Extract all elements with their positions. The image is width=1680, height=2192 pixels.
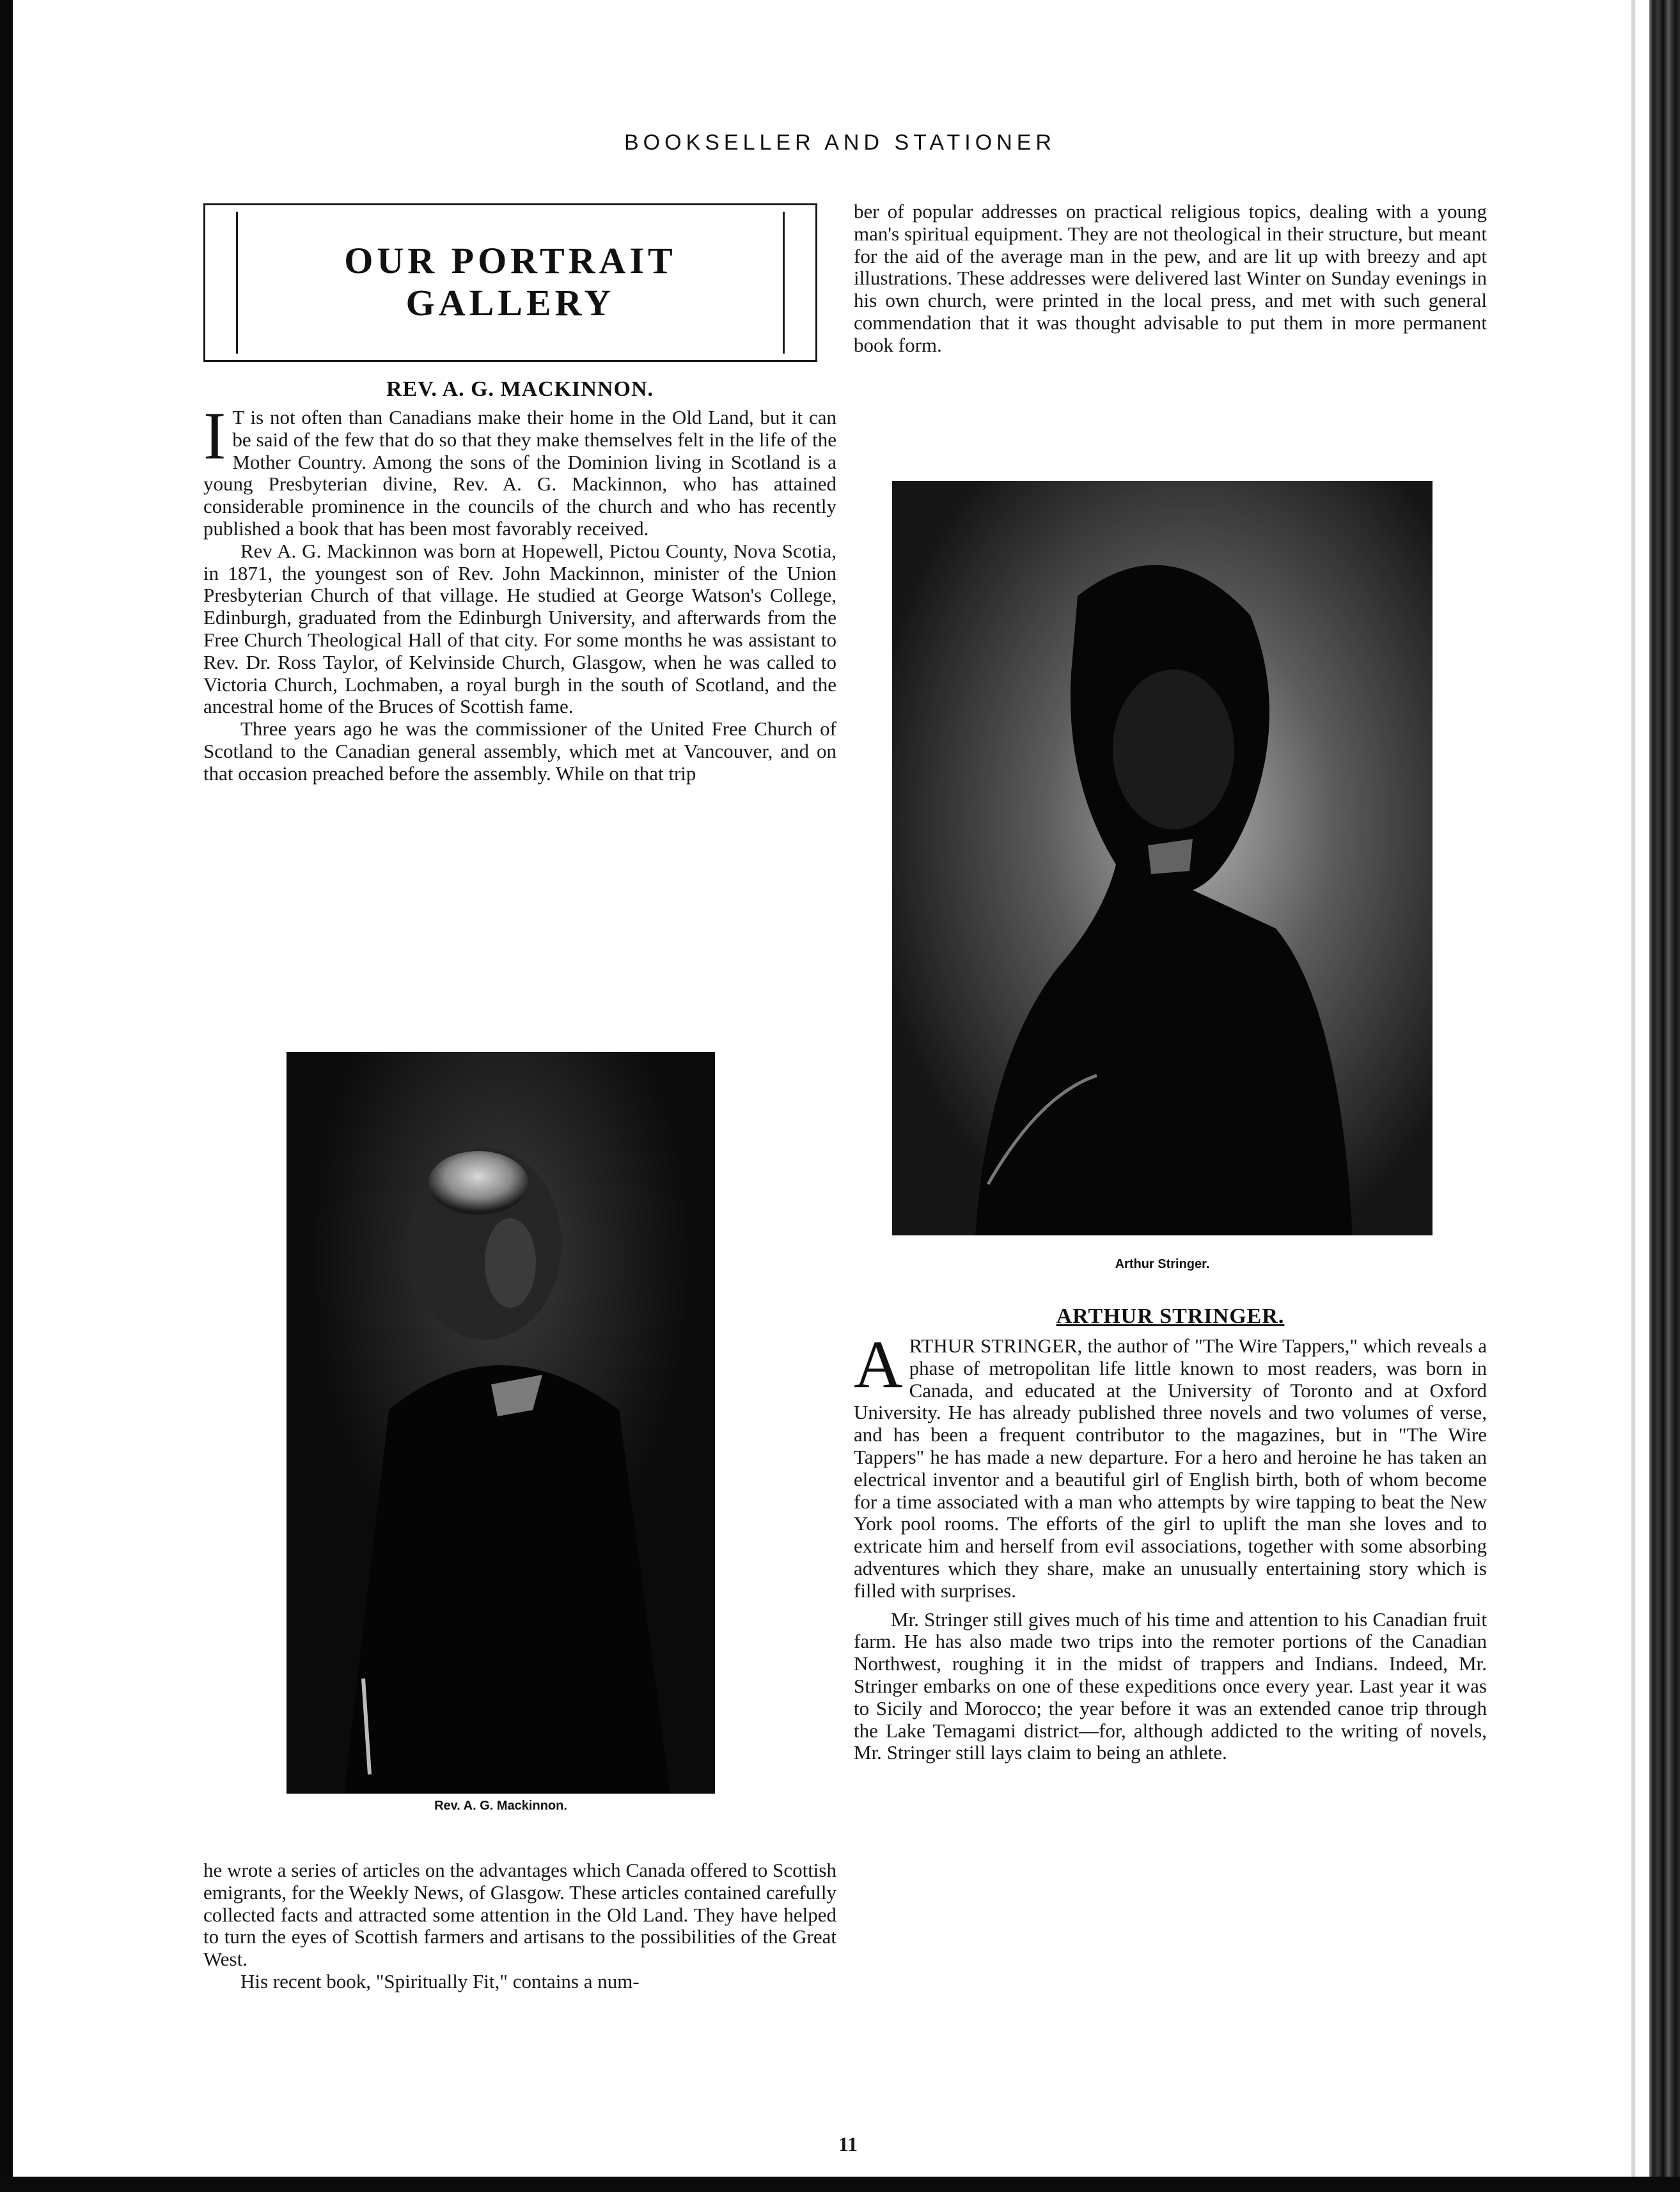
article2-heading: ARTHUR STRINGER. [1056, 1304, 1285, 1328]
article1-body-right [854, 201, 1487, 357]
article1-paragraph-4-continued: ber of popular addresses on practical religious topics, dealing with a young man's spiritual equipment. They are not theological in their structure, but meant for the aid of the average man in the pew, and are lit up with breezy and apt illustrations. These addresses were delivered last Winter on Sunday evenings in his own church, were printed in the local press, and met with such general commendation that it was thought advisable to put them in more permanent book form. [854, 200, 1487, 356]
article1-p1-text: T is not often than Canadians make their home in the Old Land, but it can be said of the few that do so that they make themselves felt in the life of the Mother Country. Among the sons of the Dominion living in Scotland is a young Presbyterian divine, Rev. A. G. Mackinnon, who has attained considerable prominence in the councils of the church and who has recently published a book that has been most favorably received. [203, 406, 836, 540]
gallery-title-line1: OUR PORTRAIT [344, 240, 677, 281]
mackinnon-portrait-image [287, 1052, 715, 1794]
article2 [854, 1304, 1487, 1764]
article2-dropcap: A [854, 1327, 903, 1402]
article1-heading: REV. A. G. MACKINNON. [386, 377, 654, 401]
stringer-caption: Arthur Stringer. [1115, 1257, 1210, 1271]
article1-paragraph-1 [203, 398, 836, 540]
stringer-portrait-image [892, 481, 1433, 1235]
article1-body-top [203, 398, 836, 785]
running-head: BOOKSELLER AND STATIONER [624, 130, 1056, 155]
article2-paragraph-2: Mr. Stringer still gives much of his time and attention to his Canadian fruit farm. He has also made two trips into the remoter portions of the Canadian Northwest, roughing it in the midst of trappers and Indians. Indeed, Mr. Stringer embarks on one of these expeditions once every year. Last year it was to Sicily and Morocco; the year before it was an extended canoe trip through the Lake Temagami district—for, although addicted to the writing of novels, Mr. Stringer still lays claim to being an athlete. [854, 1608, 1487, 1764]
scan-edge-bottom [0, 2177, 1680, 2192]
mackinnon-caption: Rev. A. G. Mackinnon. [434, 1799, 567, 1813]
scan-edge-right-inner [1631, 0, 1635, 2192]
article1-dropcap: I [203, 398, 226, 473]
stringer-photo [892, 481, 1433, 1235]
article2-paragraph-1 [854, 1327, 1487, 1602]
article1-paragraph-3: Three years ago he was the commissioner of the United Free Church of Scotland to the Canadian general assembly, which met at Vancouver, and on that occasion preached before the assembly. While on that trip [203, 717, 836, 785]
portrait-gallery-box [203, 203, 817, 362]
article1-paragraph-4: His recent book, "Spiritually Fit," contains a num- [240, 1969, 640, 1992]
article2-body [854, 1327, 1487, 1764]
article1-bottom [203, 1859, 836, 1993]
mackinnon-photo [287, 1052, 715, 1794]
gallery-title-line2: GALLERY [405, 282, 615, 324]
article1-body-bottom [203, 1859, 836, 1993]
gallery-title [205, 240, 815, 324]
page-number: 11 [838, 2133, 858, 2156]
article1-continuation [854, 201, 1487, 357]
article1-top [203, 377, 836, 785]
scan-edge-right [1649, 0, 1680, 2192]
scan-edge-left [0, 0, 13, 2192]
article2-p1-text: RTHUR STRINGER, the author of "The Wire Tappers," which reveals a phase of metropolitan life little known to most readers, was born in Canada, and educated at the University of Toronto and at Oxford University. He has already published three novels and two volumes of verse, and has been a frequent contributor to the magazines, but in "The Wire Tappers" he has made a new departure. For a hero and heroine he has taken an electrical inventor and a beautiful girl of English birth, both of whom become for a time associated with a man who attempts by wire tapping to beat the New York pool rooms. The efforts of the girl to uplift the man she loves and to extricate him and herself from evil associations, together with some absorbing adventures which they share, make an unusually entertaining story which is filled with surprises. [854, 1335, 1487, 1602]
article1-paragraph-3-continued: he wrote a series of articles on the advantages which Canada offered to Scottish emigrants, for the Weekly News, of Glasgow. These articles contained carefully collected facts and attracted some attention in the Old Land. They have helped to turn the eyes of Scottish farmers and artisans to the possibilities of the Great West. [203, 1859, 836, 1971]
article1-paragraph-2: Rev A. G. Mackinnon was born at Hopewell, Pictou County, Nova Scotia, in 1871, the youngest son of Rev. John Mackinnon, minister of the Union Presbyterian Church of that village. He studied at George Watson's College, Edinburgh, graduated from the Edinburgh University, and afterwards from the Free Church Theological Hall of that city. For some months he was assistant to Rev. Dr. Ross Taylor, of Kelvinside Church, Glasgow, when he was called to Victoria Church, Lochmaben, a royal burgh in the south of Scotland, and the ancestral home of the Bruces of Scottish fame. [203, 539, 836, 718]
